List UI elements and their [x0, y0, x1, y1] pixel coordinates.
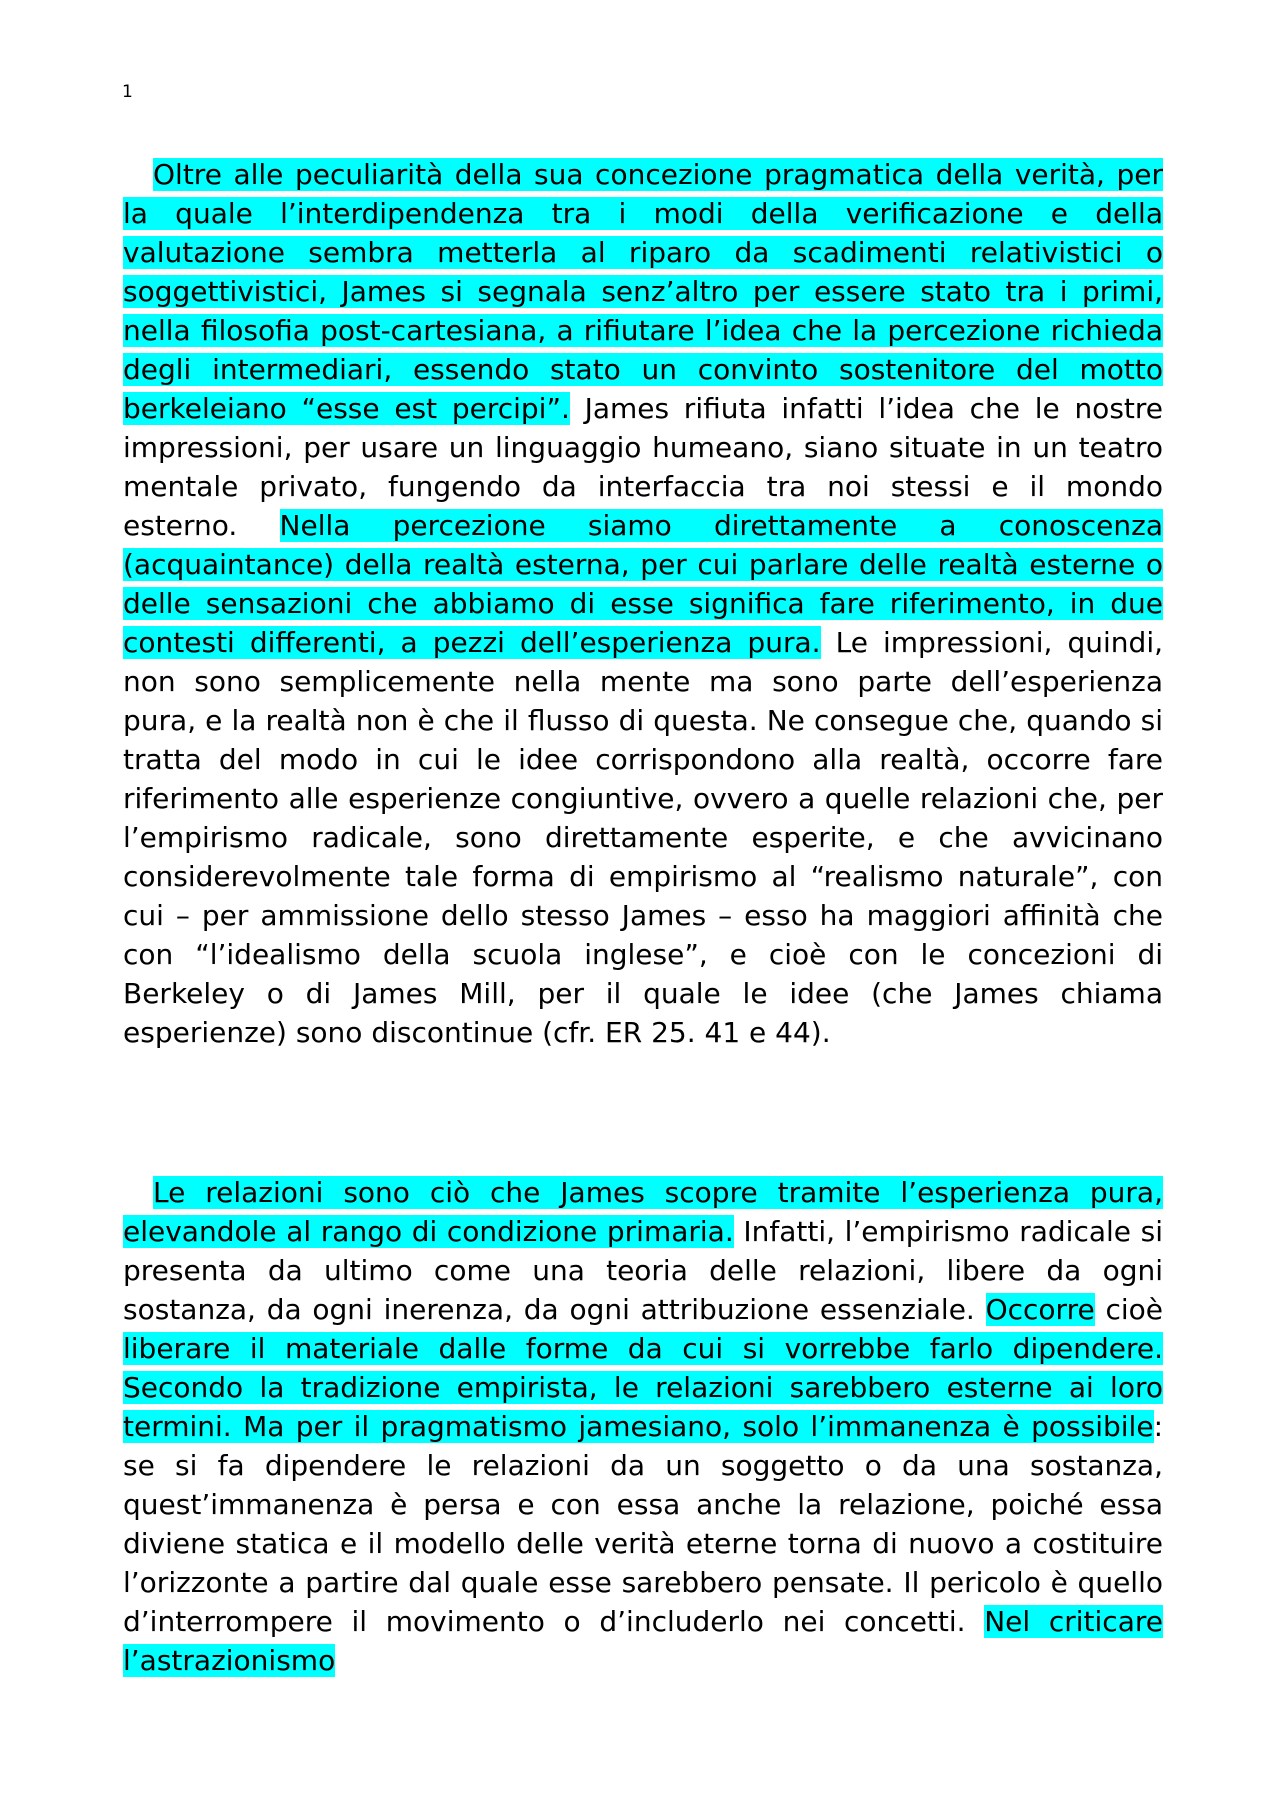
paragraph-1	[123, 155, 1163, 1052]
highlighted-text: Le relazioni sono ciò che James scopre tramite l’esperienza pura, elevandole al rango di condizione primaria.	[123, 1176, 1163, 1248]
page-number: 1	[122, 82, 133, 102]
highlighted-text: Occorre	[985, 1293, 1095, 1326]
plain-text: cioè	[1094, 1293, 1163, 1326]
highlighted-text: liberare il materiale dalle forme da cui si vorrebbe farlo dipendere. Secondo la tradizione empirista, le relazioni sarebbero esterne ai loro termini. Ma per il pragmatismo jamesiano, solo l’immanenza è possibile	[123, 1332, 1163, 1443]
plain-text: : se si fa dipendere le relazioni da un soggetto o da una sostanza, quest’immanenza è persa e con essa anche la relazione, poiché essa diviene statica e il modello delle verità eterne torna di nuovo a costituire l’orizzonte a partire dal quale esse sarebbero pensate. Il pericolo è quello d’interrompere il movimento o d’includerlo nei concetti.	[123, 1410, 1163, 1638]
plain-text: Infatti, l’empirismo radicale si presenta da ultimo come una teoria delle relazioni, libere da ogni sostanza, da ogni inerenza, da ogni attribuzione essenziale.	[123, 1215, 1163, 1326]
paragraph-2	[123, 1173, 1163, 1680]
highlighted-text: Oltre alle peculiarità della sua concezione pragmatica della verità, per la quale l’interdipendenza tra i modi della verificazione e della valutazione sembra metterla al riparo da scadimenti relativistici o soggettivistici, James si segnala senz’altro per essere stato tra i primi, nella filosofia post-cartesiana, a rifiutare l’idea che la percezione richieda degli intermediari, essendo stato un convinto sostenitore del motto berkeleiano “esse est percipi”.	[123, 158, 1163, 425]
highlighted-text: Nella percezione siamo direttamente a conoscenza (acquaintance) della realtà esterna, per cui parlare delle realtà esterne o delle sensazioni che abbiamo di esse significa fare riferimento, in due contesti differenti, a pezzi dell’esperienza pura.	[123, 509, 1163, 659]
highlighted-text: Nel criticare l’astrazionismo	[123, 1605, 1163, 1677]
plain-text: Le impressioni, quindi, non sono semplicemente nella mente ma sono parte dell’esperienza pura, e la realtà non è che il flusso di questa. Ne consegue che, quando si tratta del modo in cui le idee corrispondono alla realtà, occorre fare riferimento alle esperienze congiuntive, ovvero a quelle relazioni che, per l’empirismo radicale, sono direttamente esperite, e che avvicinano considerevolmente tale forma di empirismo al “realismo naturale”, con cui – per ammissione dello stesso James – esso ha maggiori affinità che con “l’idealismo della scuola inglese”, e cioè con le concezioni di Berkeley o di James Mill, per il quale le idee (che James chiama esperienze) sono discontinue (cfr. ER 25. 41 e 44).	[123, 626, 1163, 1049]
plain-text: James rifiuta infatti l’idea che le nostre impressioni, per usare un linguaggio humeano, siano situate in un teatro mentale privato, fungendo da interfaccia tra noi stessi e il mondo esterno.	[123, 392, 1164, 542]
